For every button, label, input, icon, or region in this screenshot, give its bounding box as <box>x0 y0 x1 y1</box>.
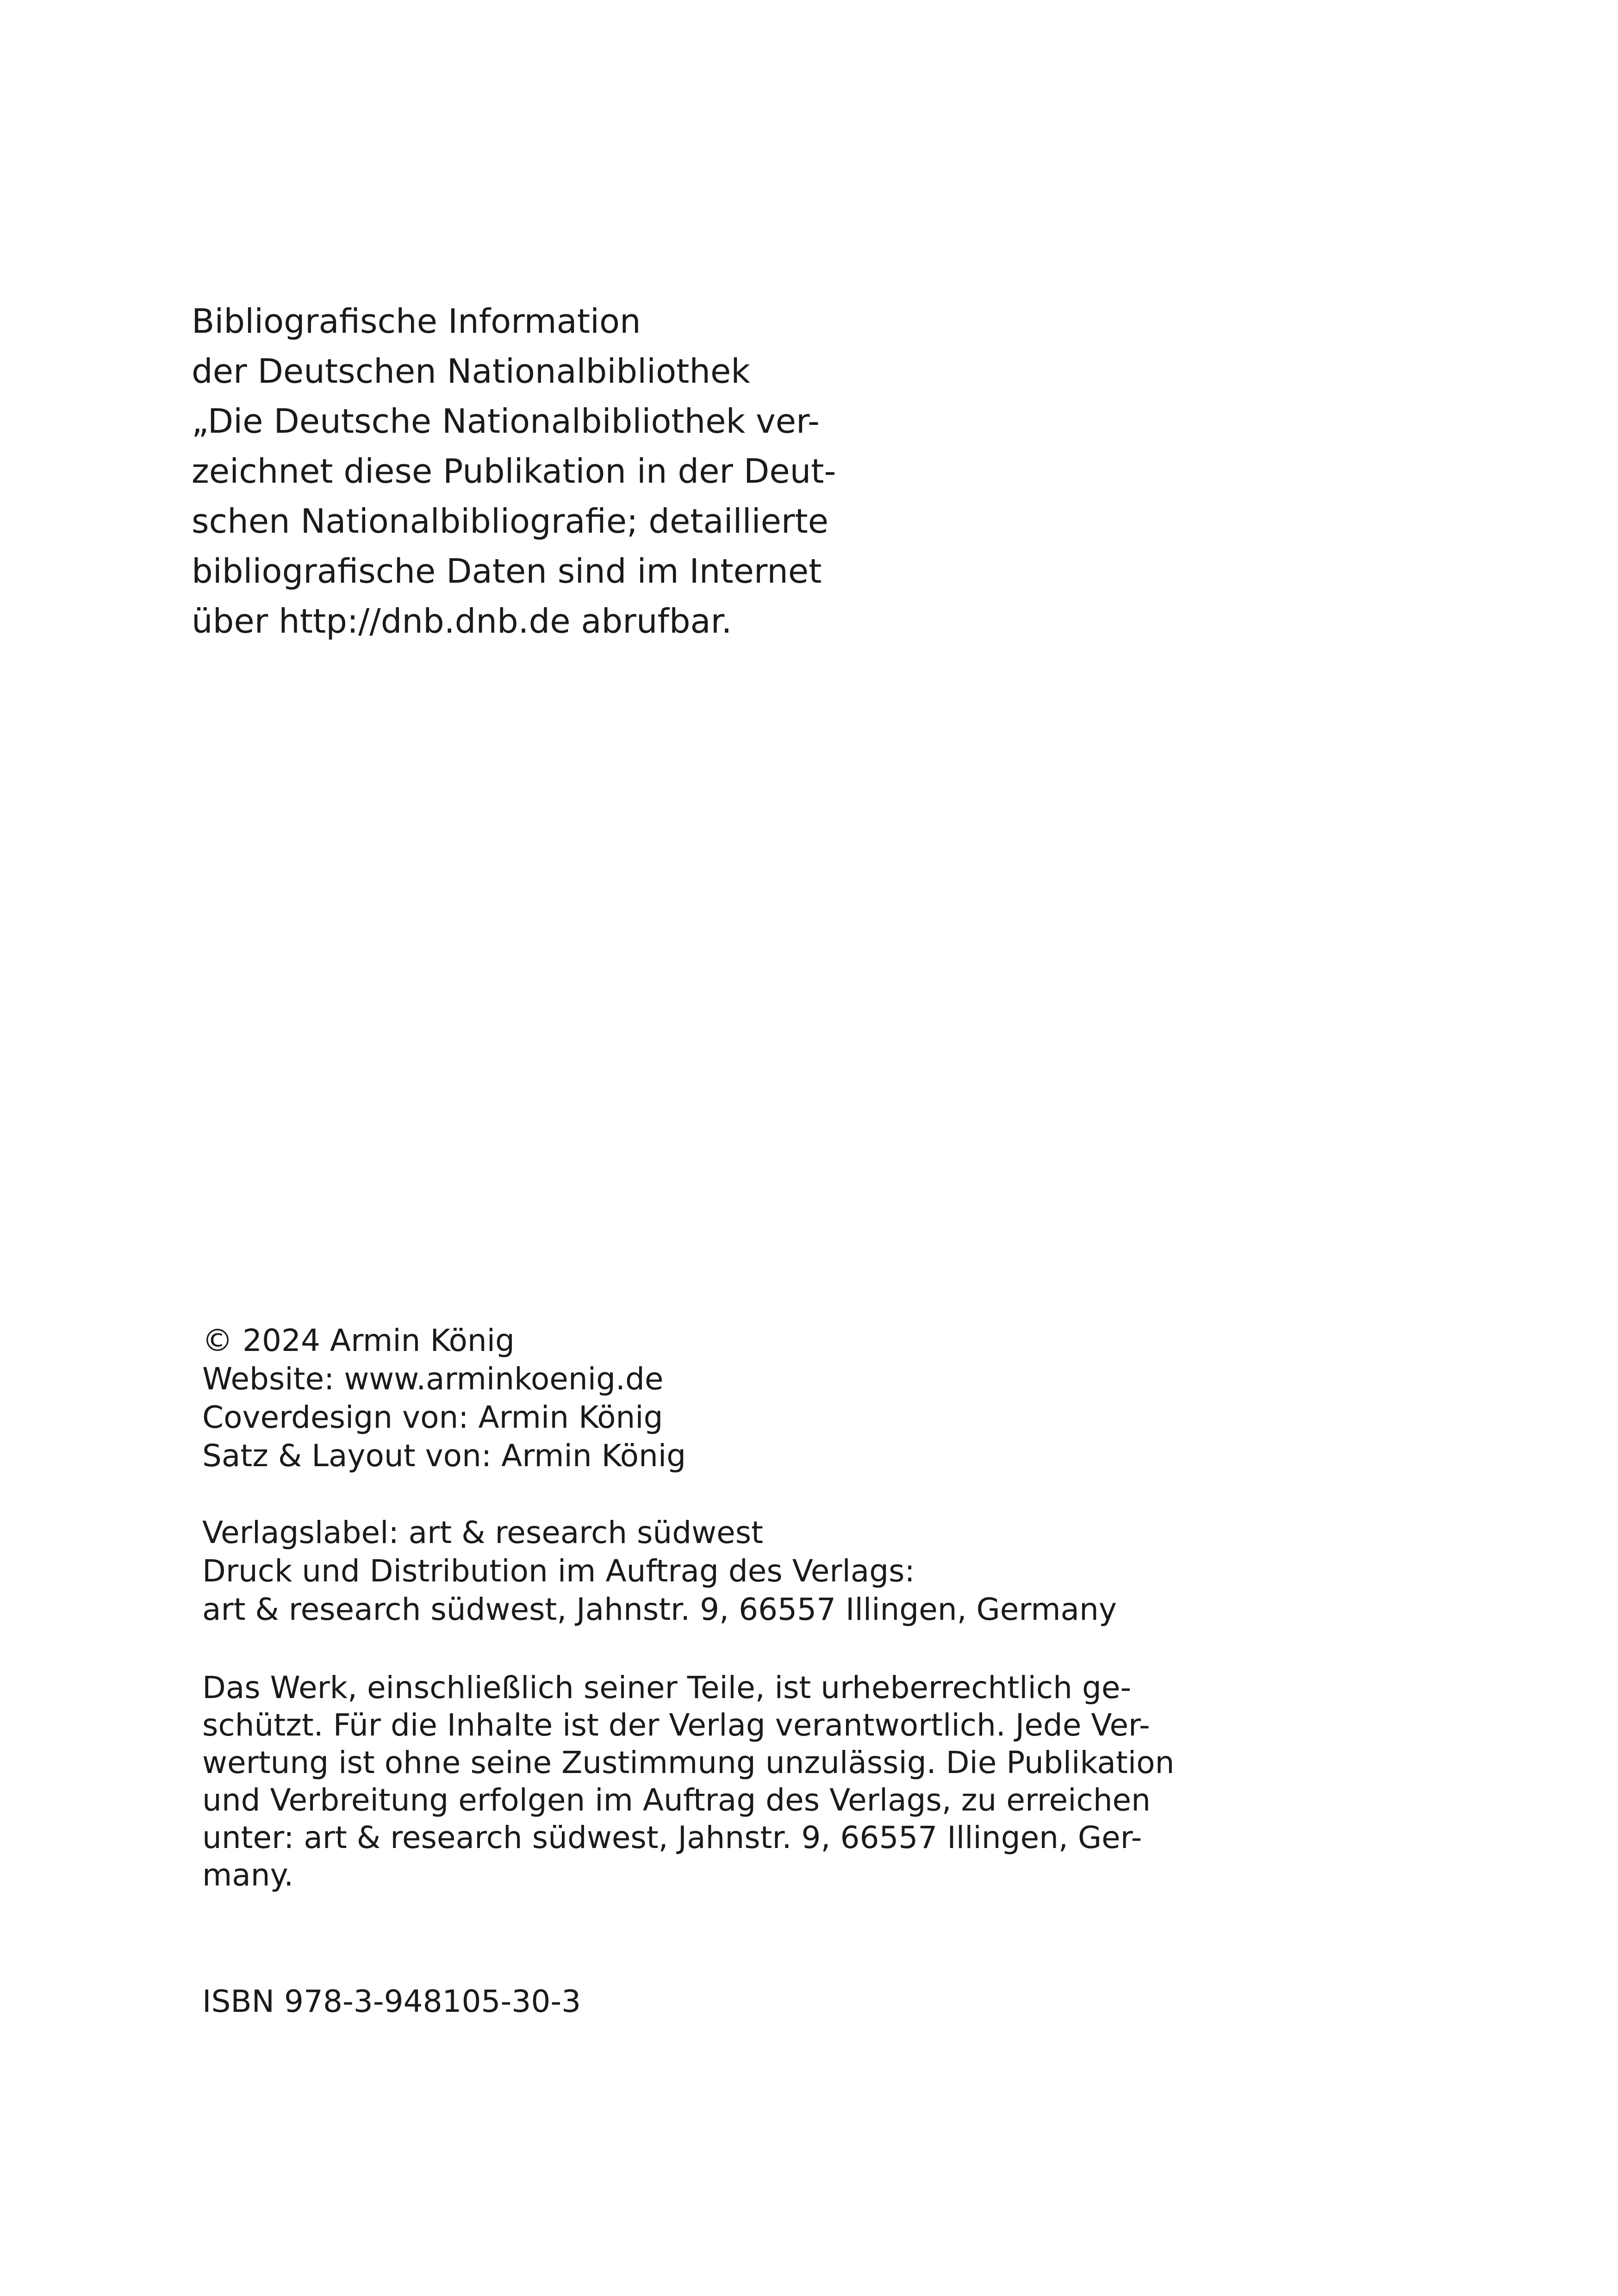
publisher-label-line: Verlagslabel: art & research südwest <box>202 1515 764 1550</box>
legal-notice <box>202 1669 1174 1894</box>
copyright-line: © 2024 Armin König <box>202 1323 515 1358</box>
isbn <box>202 1982 581 2021</box>
bibliographic-information <box>192 296 836 646</box>
layout-line: Satz & Layout von: Armin König <box>202 1438 686 1474</box>
legal-line: und Verbreitung erfolgen im Auftrag des Verlags, zu erreichen <box>202 1782 1151 1818</box>
copyright-credits <box>202 1321 686 1475</box>
dnb-line: über http://dnb.dnb.de abrufbar. <box>192 602 732 641</box>
dnb-line: Bibliografische Information <box>192 302 641 341</box>
dnb-line: bibliografische Daten sind im Internet <box>192 552 822 591</box>
dnb-line: der Deutschen Nationalbibliothek <box>192 352 750 391</box>
legal-line: many. <box>202 1857 294 1893</box>
coverdesign-line: Coverdesign von: Armin König <box>202 1400 663 1435</box>
publisher-address-line: art & research südwest, Jahnstr. 9, 66557 Illingen, Germany <box>202 1592 1117 1627</box>
legal-line: unter: art & research südwest, Jahnstr. 9, 66557 Illingen, Ger- <box>202 1820 1142 1855</box>
dnb-line: zeichnet diese Publikation in der Deut- <box>192 452 836 491</box>
website-line: Website: www.arminkoenig.de <box>202 1361 664 1397</box>
isbn-text: ISBN 978-3-948105-30-3 <box>202 1984 581 2019</box>
legal-line: schützt. Für die Inhalte ist der Verlag verantwortlich. Jede Ver- <box>202 1707 1150 1743</box>
distribution-line: Druck und Distribution im Auftrag des Verlags: <box>202 1553 915 1589</box>
dnb-line: „Die Deutsche Nationalbibliothek ver- <box>192 402 820 441</box>
publisher-info <box>202 1513 1117 1629</box>
legal-line: Das Werk, einschließlich seiner Teile, ist urheberrechtlich ge- <box>202 1670 1132 1705</box>
dnb-line: schen Nationalbibliografie; detaillierte <box>192 502 829 541</box>
legal-line: wertung ist ohne seine Zustimmung unzulässig. Die Publikation <box>202 1745 1175 1780</box>
